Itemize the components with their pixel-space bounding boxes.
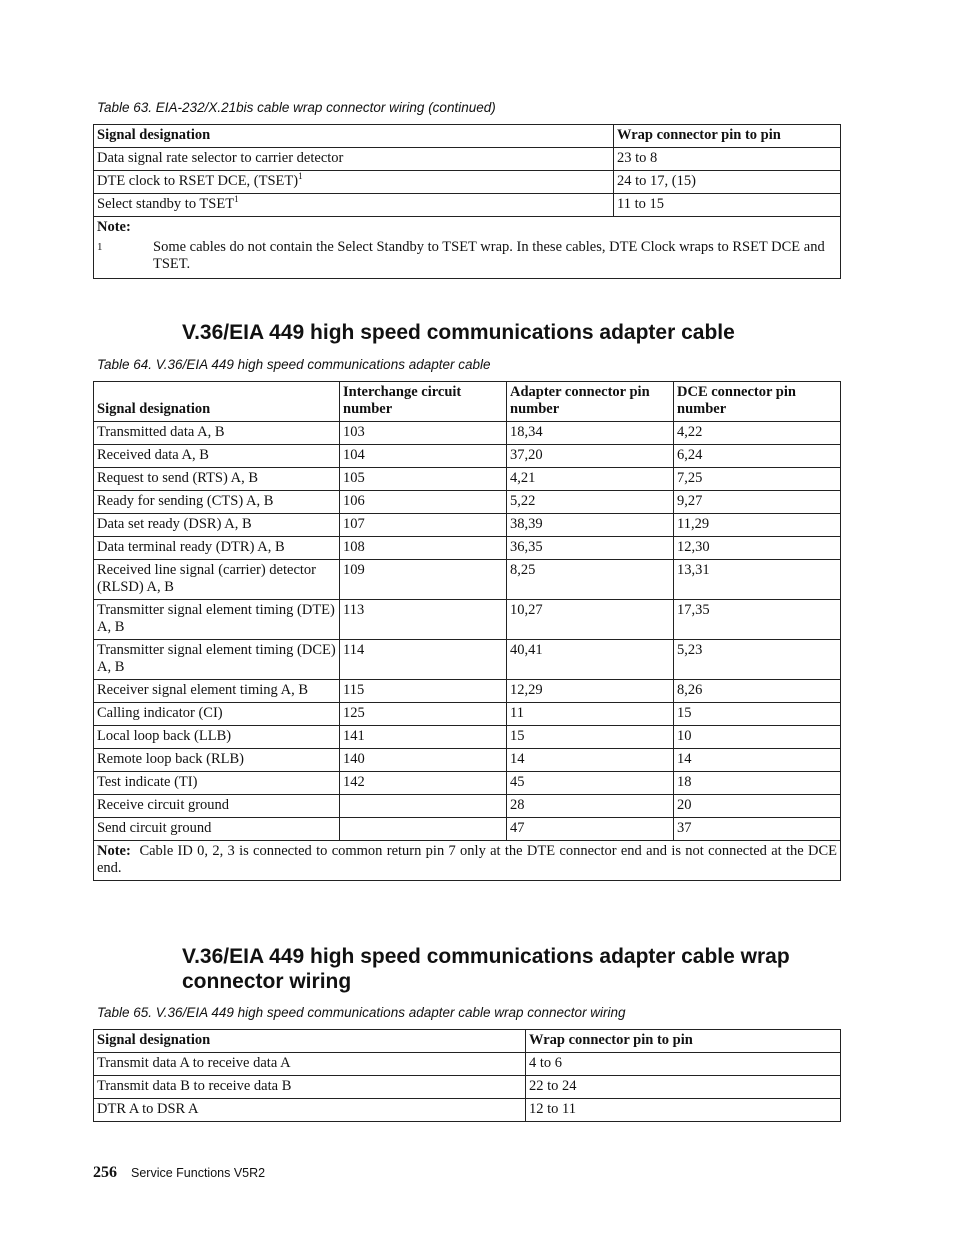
table-cell: 38,39 [507, 514, 674, 537]
table-row [94, 468, 841, 491]
table-64 [93, 381, 841, 881]
table-cell: Local loop back (LLB) [94, 726, 340, 749]
table-row [94, 749, 841, 772]
table-cell: 11 to 15 [614, 194, 841, 217]
table-row [94, 818, 841, 841]
table-cell: 142 [340, 772, 507, 795]
table-cell: 10 [674, 726, 841, 749]
table-63 [93, 124, 841, 279]
table-cell: Data set ready (DSR) A, B [94, 514, 340, 537]
table-note-row [94, 841, 841, 881]
table-cell: 45 [507, 772, 674, 795]
table-cell: 103 [340, 422, 507, 445]
table-cell: 13,31 [674, 560, 841, 600]
table-header-row [94, 382, 841, 422]
table-cell: 105 [340, 468, 507, 491]
table-cell: 15 [674, 703, 841, 726]
table-cell: Receiver signal element timing A, B [94, 680, 340, 703]
note-label: Note: [97, 843, 131, 859]
table-cell: 12 to 11 [526, 1099, 841, 1122]
table-cell: Remote loop back (RLB) [94, 749, 340, 772]
note-text: Cable ID 0, 2, 3 is connected to common return pin 7 only at the DTE connector end and is not connected at the DCE end. [97, 843, 837, 876]
table-cell: 107 [340, 514, 507, 537]
table-cell: 115 [340, 680, 507, 703]
table-cell [94, 148, 614, 171]
page-footer [93, 1164, 265, 1182]
table-header-row [94, 125, 841, 148]
table-row [94, 1076, 841, 1099]
table-cell: 125 [340, 703, 507, 726]
table-note-cell [94, 217, 841, 279]
column-header: Adapter connector pin number [507, 382, 674, 422]
table-cell: 28 [507, 795, 674, 818]
table-cell: Transmit data B to receive data B [94, 1076, 526, 1099]
table-row [94, 194, 841, 217]
table-cell: Data terminal ready (DTR) A, B [94, 537, 340, 560]
footnote [97, 239, 837, 273]
column-header: Signal designation [94, 382, 340, 422]
page-number: 256 [93, 1164, 117, 1181]
table-row [94, 514, 841, 537]
column-header: Signal designation [94, 125, 614, 148]
table-cell: 11 [507, 703, 674, 726]
table-row [94, 445, 841, 468]
signal-text: DTE clock to RSET DCE, (TSET) [97, 173, 299, 189]
table-cell: 4,21 [507, 468, 674, 491]
table-cell: Transmitter signal element timing (DTE) A, B [94, 600, 340, 640]
table-row [94, 560, 841, 600]
table-cell: 18,34 [507, 422, 674, 445]
table-cell: 114 [340, 640, 507, 680]
footnote-ref: 1 [298, 171, 303, 181]
table-cell: 23 to 8 [614, 148, 841, 171]
table-row [94, 1099, 841, 1122]
table-note-cell [94, 841, 841, 881]
footnote-ref: 1 [234, 194, 239, 204]
table-row [94, 640, 841, 680]
table-cell [94, 194, 614, 217]
table-cell: 6,24 [674, 445, 841, 468]
table-cell: 18 [674, 772, 841, 795]
table-cell: 12,29 [507, 680, 674, 703]
footnote-mark: 1 [97, 241, 103, 253]
table-cell: 106 [340, 491, 507, 514]
table-cell: 20 [674, 795, 841, 818]
table-cell: 108 [340, 537, 507, 560]
table-cell: 37,20 [507, 445, 674, 468]
table-row [94, 772, 841, 795]
column-header: DCE connector pin number [674, 382, 841, 422]
table-cell [340, 795, 507, 818]
table-65-caption: Table 65. V.36/EIA 449 high speed communications adapter cable wrap connector wiring [97, 1005, 626, 1020]
table-row [94, 171, 841, 194]
table-cell: 17,35 [674, 600, 841, 640]
table-cell [94, 171, 614, 194]
table-cell: 22 to 24 [526, 1076, 841, 1099]
table-cell: Transmitted data A, B [94, 422, 340, 445]
table-65 [93, 1029, 841, 1122]
table-row [94, 491, 841, 514]
table-cell: Request to send (RTS) A, B [94, 468, 340, 491]
table-cell: 9,27 [674, 491, 841, 514]
table-cell: 37 [674, 818, 841, 841]
table-row [94, 726, 841, 749]
table-cell: 10,27 [507, 600, 674, 640]
table-row [94, 795, 841, 818]
table-cell: Received line signal (carrier) detector (RLSD) A, B [94, 560, 340, 600]
table-cell: 5,23 [674, 640, 841, 680]
book-title: Service Functions V5R2 [131, 1166, 266, 1180]
table-cell: 140 [340, 749, 507, 772]
table-header-row [94, 1030, 841, 1053]
table-row [94, 148, 841, 171]
table-cell: 12,30 [674, 537, 841, 560]
table-row [94, 680, 841, 703]
column-header: Wrap connector pin to pin [614, 125, 841, 148]
table-cell: 7,25 [674, 468, 841, 491]
signal-text: Select standby to TSET [97, 196, 235, 212]
table-cell: 109 [340, 560, 507, 600]
table-cell: Ready for sending (CTS) A, B [94, 491, 340, 514]
table-row [94, 422, 841, 445]
table-cell: 4,22 [674, 422, 841, 445]
table-cell: 47 [507, 818, 674, 841]
table-cell: 24 to 17, (15) [614, 171, 841, 194]
table-cell: 141 [340, 726, 507, 749]
table-cell: Calling indicator (CI) [94, 703, 340, 726]
table-row [94, 1053, 841, 1076]
table-cell: 14 [507, 749, 674, 772]
table-cell: DTR A to DSR A [94, 1099, 526, 1122]
table-cell: Test indicate (TI) [94, 772, 340, 795]
table-cell: 14 [674, 749, 841, 772]
table-cell: Send circuit ground [94, 818, 340, 841]
table-cell: 8,25 [507, 560, 674, 600]
table-cell: 11,29 [674, 514, 841, 537]
table-64-caption: Table 64. V.36/EIA 449 high speed communications adapter cable [97, 357, 491, 372]
table-row [94, 600, 841, 640]
footnote-text: Some cables do not contain the Select Standby to TSET wrap. In these cables, DTE Clock wraps to RSET DCE and TSET. [153, 239, 825, 272]
table-cell: Transmitter signal element timing (DCE) A, B [94, 640, 340, 680]
table-note-row [94, 217, 841, 279]
table-cell: 8,26 [674, 680, 841, 703]
table-row [94, 703, 841, 726]
note-label: Note: [97, 219, 131, 235]
table-cell: 5,22 [507, 491, 674, 514]
table-cell [340, 818, 507, 841]
table-cell: 104 [340, 445, 507, 468]
table-63-caption: Table 63. EIA-232/X.21bis cable wrap connector wiring (continued) [97, 100, 496, 115]
table-cell: Receive circuit ground [94, 795, 340, 818]
table-cell: 15 [507, 726, 674, 749]
section-heading: V.36/EIA 449 high speed communications adapter cable wrap connector wiring [182, 945, 790, 993]
section-heading: V.36/EIA 449 high speed communications adapter cable [182, 321, 735, 344]
table-cell: Received data A, B [94, 445, 340, 468]
column-header: Interchange circuit number [340, 382, 507, 422]
table-cell: 4 to 6 [526, 1053, 841, 1076]
table-row [94, 537, 841, 560]
table-cell: 36,35 [507, 537, 674, 560]
table-cell: 40,41 [507, 640, 674, 680]
signal-text: Data signal rate selector to carrier detector [97, 150, 344, 166]
table-cell: Transmit data A to receive data A [94, 1053, 526, 1076]
column-header: Wrap connector pin to pin [526, 1030, 841, 1053]
table-cell: 113 [340, 600, 507, 640]
column-header: Signal designation [94, 1030, 526, 1053]
